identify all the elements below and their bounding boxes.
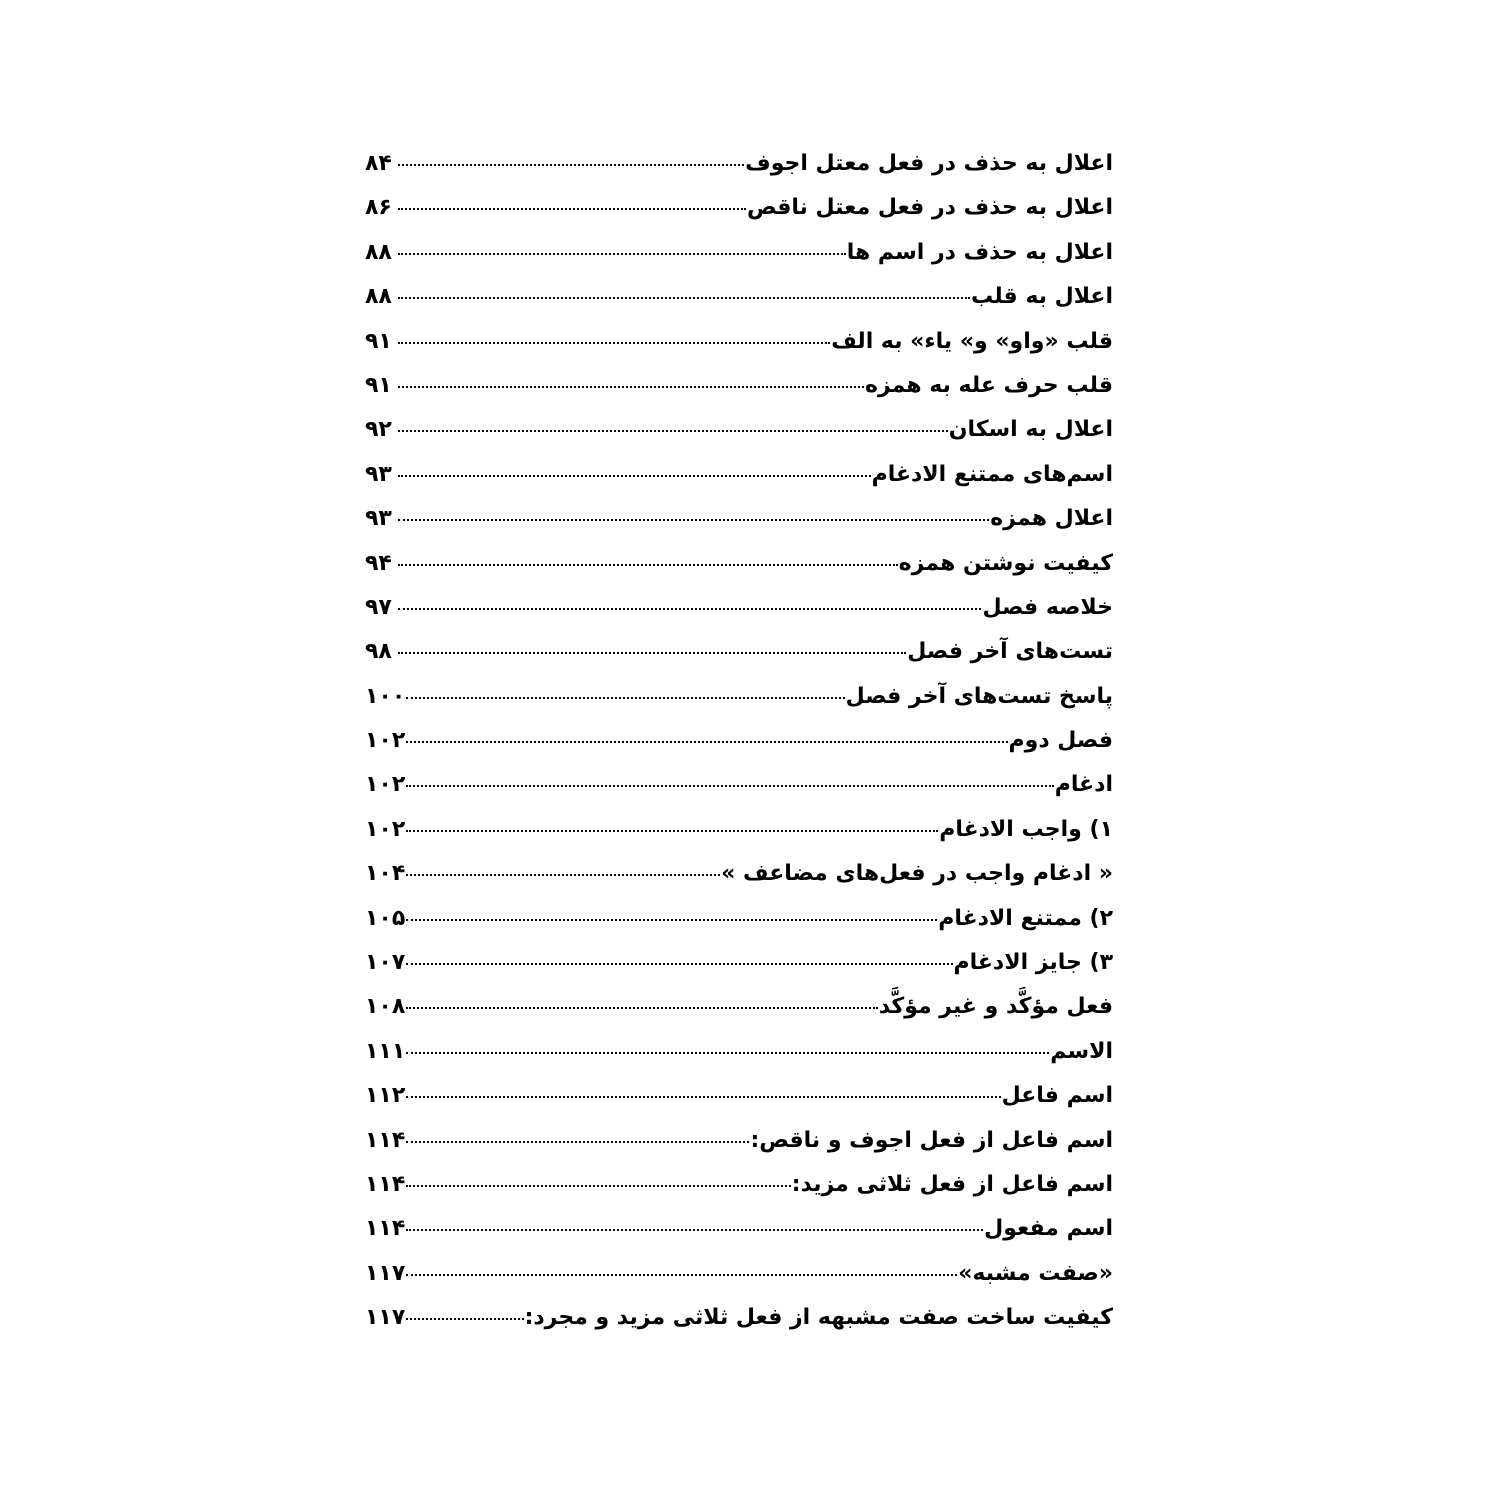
toc-entry: [365, 240, 1113, 284]
toc-entry-page-number: ۱۰۲: [365, 816, 406, 842]
toc-entry: [365, 329, 1113, 373]
dot-leader: [398, 519, 989, 521]
toc-entry-title: الاسم: [1050, 1038, 1113, 1064]
toc-entry-page-number: ۱۰۵: [365, 905, 406, 931]
toc-entry-title: فعل مؤکَّد و غیر مؤکَّد: [878, 994, 1113, 1020]
toc-entry: [365, 1128, 1113, 1172]
dot-leader: [406, 830, 938, 832]
toc-entry: [365, 684, 1113, 728]
toc-entry-title: اعلال همزه: [990, 506, 1113, 532]
toc-entry: [365, 462, 1113, 506]
toc-entry-title: اعلال به حذف در فعل معتل ناقص: [746, 195, 1113, 221]
toc-entry: [365, 1172, 1113, 1216]
toc-entry-page-number: ۹۱: [365, 328, 392, 354]
dot-leader: [406, 785, 1053, 787]
toc-entry-page-number: ۱۱۴: [365, 1171, 406, 1197]
dot-leader: [406, 874, 720, 876]
toc-entry: [365, 151, 1113, 195]
toc-entry-page-number: ۱۱۴: [365, 1216, 406, 1242]
dot-leader: [398, 164, 744, 166]
toc-entry-title: اسم مفعول: [984, 1216, 1113, 1242]
toc-entry: [365, 639, 1113, 683]
toc-entry: [365, 906, 1113, 950]
toc-entry: [365, 1305, 1113, 1349]
dot-leader: [406, 741, 1007, 743]
dot-leader: [398, 386, 864, 388]
toc-entry-title: ۲) ممتنع الادغام: [938, 905, 1113, 931]
toc-entry-title: قلب «واو» و» یاء» به الف: [831, 328, 1113, 354]
dot-leader: [398, 342, 830, 344]
toc-entry-title: تست‌های آخر فصل: [907, 639, 1113, 665]
dot-leader: [406, 1185, 790, 1187]
dot-leader: [398, 253, 846, 255]
dot-leader: [406, 1141, 749, 1143]
toc-entry: [365, 373, 1113, 417]
toc-entry-page-number: ۱۰۷: [365, 950, 406, 976]
toc-entry-title: اسم فاعل از فعل اجوف و ناقص:: [750, 1127, 1113, 1153]
toc-entry-page-number: ۸۸: [365, 239, 392, 265]
toc-entry: [365, 1083, 1113, 1127]
toc-entry-title: پاسخ تست‌های آخر فصل: [845, 683, 1113, 709]
toc-entry-page-number: ۱۱۷: [365, 1305, 406, 1331]
toc-entry-page-number: ۱۱۴: [365, 1127, 406, 1153]
toc-entry-page-number: ۹۲: [365, 417, 392, 443]
toc-entry: [365, 772, 1113, 816]
toc-entry-page-number: ۹۱: [365, 372, 392, 398]
toc-entry-page-number: ۱۰۲: [365, 772, 406, 798]
toc-entry-page-number: ۱۰۴: [365, 861, 406, 887]
toc-entry-title: اعلال به حذف در اسم ها: [846, 239, 1113, 265]
toc-entry-title: اعلال به اسکان: [948, 417, 1113, 443]
toc-entry-page-number: ۹۴: [365, 550, 392, 576]
toc-entry: [365, 1261, 1113, 1305]
toc-entry: [365, 284, 1113, 328]
toc-entry: [365, 950, 1113, 994]
toc-entry: [365, 1216, 1113, 1260]
toc-entry: [365, 195, 1113, 239]
toc-entry-title: کیفیت نوشتن همزه: [898, 550, 1113, 576]
dot-leader: [398, 652, 906, 654]
toc-entry: [365, 551, 1113, 595]
toc-entry: [365, 861, 1113, 905]
toc-entry-page-number: ۹۷: [365, 594, 392, 620]
toc-entry-title: ۱) واجب الادغام: [939, 816, 1113, 842]
dot-leader: [406, 1318, 523, 1320]
toc-entry-page-number: ۹۸: [365, 639, 392, 665]
toc-entry-title: خلاصه فصل: [982, 594, 1113, 620]
toc-entry-title: ادغام: [1054, 772, 1113, 798]
toc-entry-title: «صفت مشبه»: [958, 1260, 1113, 1286]
toc-entry-title: اسم‌های ممتنع الادغام: [871, 461, 1113, 487]
dot-leader: [406, 697, 844, 699]
toc-entry-page-number: ۱۰۲: [365, 728, 406, 754]
toc-entry-title: فصل دوم: [1008, 728, 1113, 754]
dot-leader: [398, 608, 981, 610]
toc-entry: [365, 994, 1113, 1038]
toc-entry: [365, 1039, 1113, 1083]
dot-leader: [406, 963, 952, 965]
toc-entry-page-number: ۱۱۷: [365, 1260, 406, 1286]
toc-entry-title: اسم فاعل از فعل ثلاثی مزید:: [791, 1171, 1113, 1197]
dot-leader: [406, 1007, 877, 1009]
toc-entry-title: ۳) جایز الادغام: [953, 950, 1113, 976]
toc-entry: [365, 506, 1113, 550]
toc-entry-title: اعلال به حذف در فعل معتل اجوف: [745, 151, 1113, 176]
dot-leader: [406, 1052, 1049, 1054]
dot-leader: [398, 208, 746, 210]
toc-entry-page-number: ۹۳: [365, 461, 392, 487]
dot-leader: [406, 1274, 957, 1276]
toc-entry: [365, 817, 1113, 861]
toc-entry-title: کیفیت ساخت صفت مشبهه از فعل ثلاثی مزید و مجرد:: [524, 1305, 1113, 1331]
dot-leader: [406, 1229, 983, 1231]
toc-entry: [365, 728, 1113, 772]
toc-entry-page-number: ۸۸: [365, 284, 392, 310]
toc-entry-title: « ادغام واجب در فعل‌های مضاعف »: [721, 861, 1113, 887]
toc-entry-title: قلب حرف عله به همزه: [864, 372, 1113, 398]
toc-entry-page-number: ۱۰۸: [365, 994, 406, 1020]
toc-entry-page-number: ۹۳: [365, 506, 392, 532]
toc-entry-page-number: ۱۱۱: [365, 1038, 406, 1064]
toc-entry-title: اعلال به قلب: [971, 284, 1113, 310]
toc-entry: [365, 595, 1113, 639]
dot-leader: [398, 475, 871, 477]
dot-leader: [398, 430, 948, 432]
dot-leader: [398, 564, 898, 566]
toc-entry: [365, 417, 1113, 461]
table-of-contents: [365, 151, 1113, 1350]
toc-entry-page-number: ۸۴: [365, 151, 392, 176]
dot-leader: [406, 1096, 1000, 1098]
dot-leader: [398, 297, 970, 299]
toc-entry-page-number: ۱۰۰: [365, 683, 406, 709]
toc-entry-page-number: ۱۱۲: [365, 1083, 406, 1109]
toc-entry-title: اسم فاعل: [1001, 1083, 1113, 1109]
toc-entry-page-number: ۸۶: [365, 195, 392, 221]
dot-leader: [406, 919, 937, 921]
